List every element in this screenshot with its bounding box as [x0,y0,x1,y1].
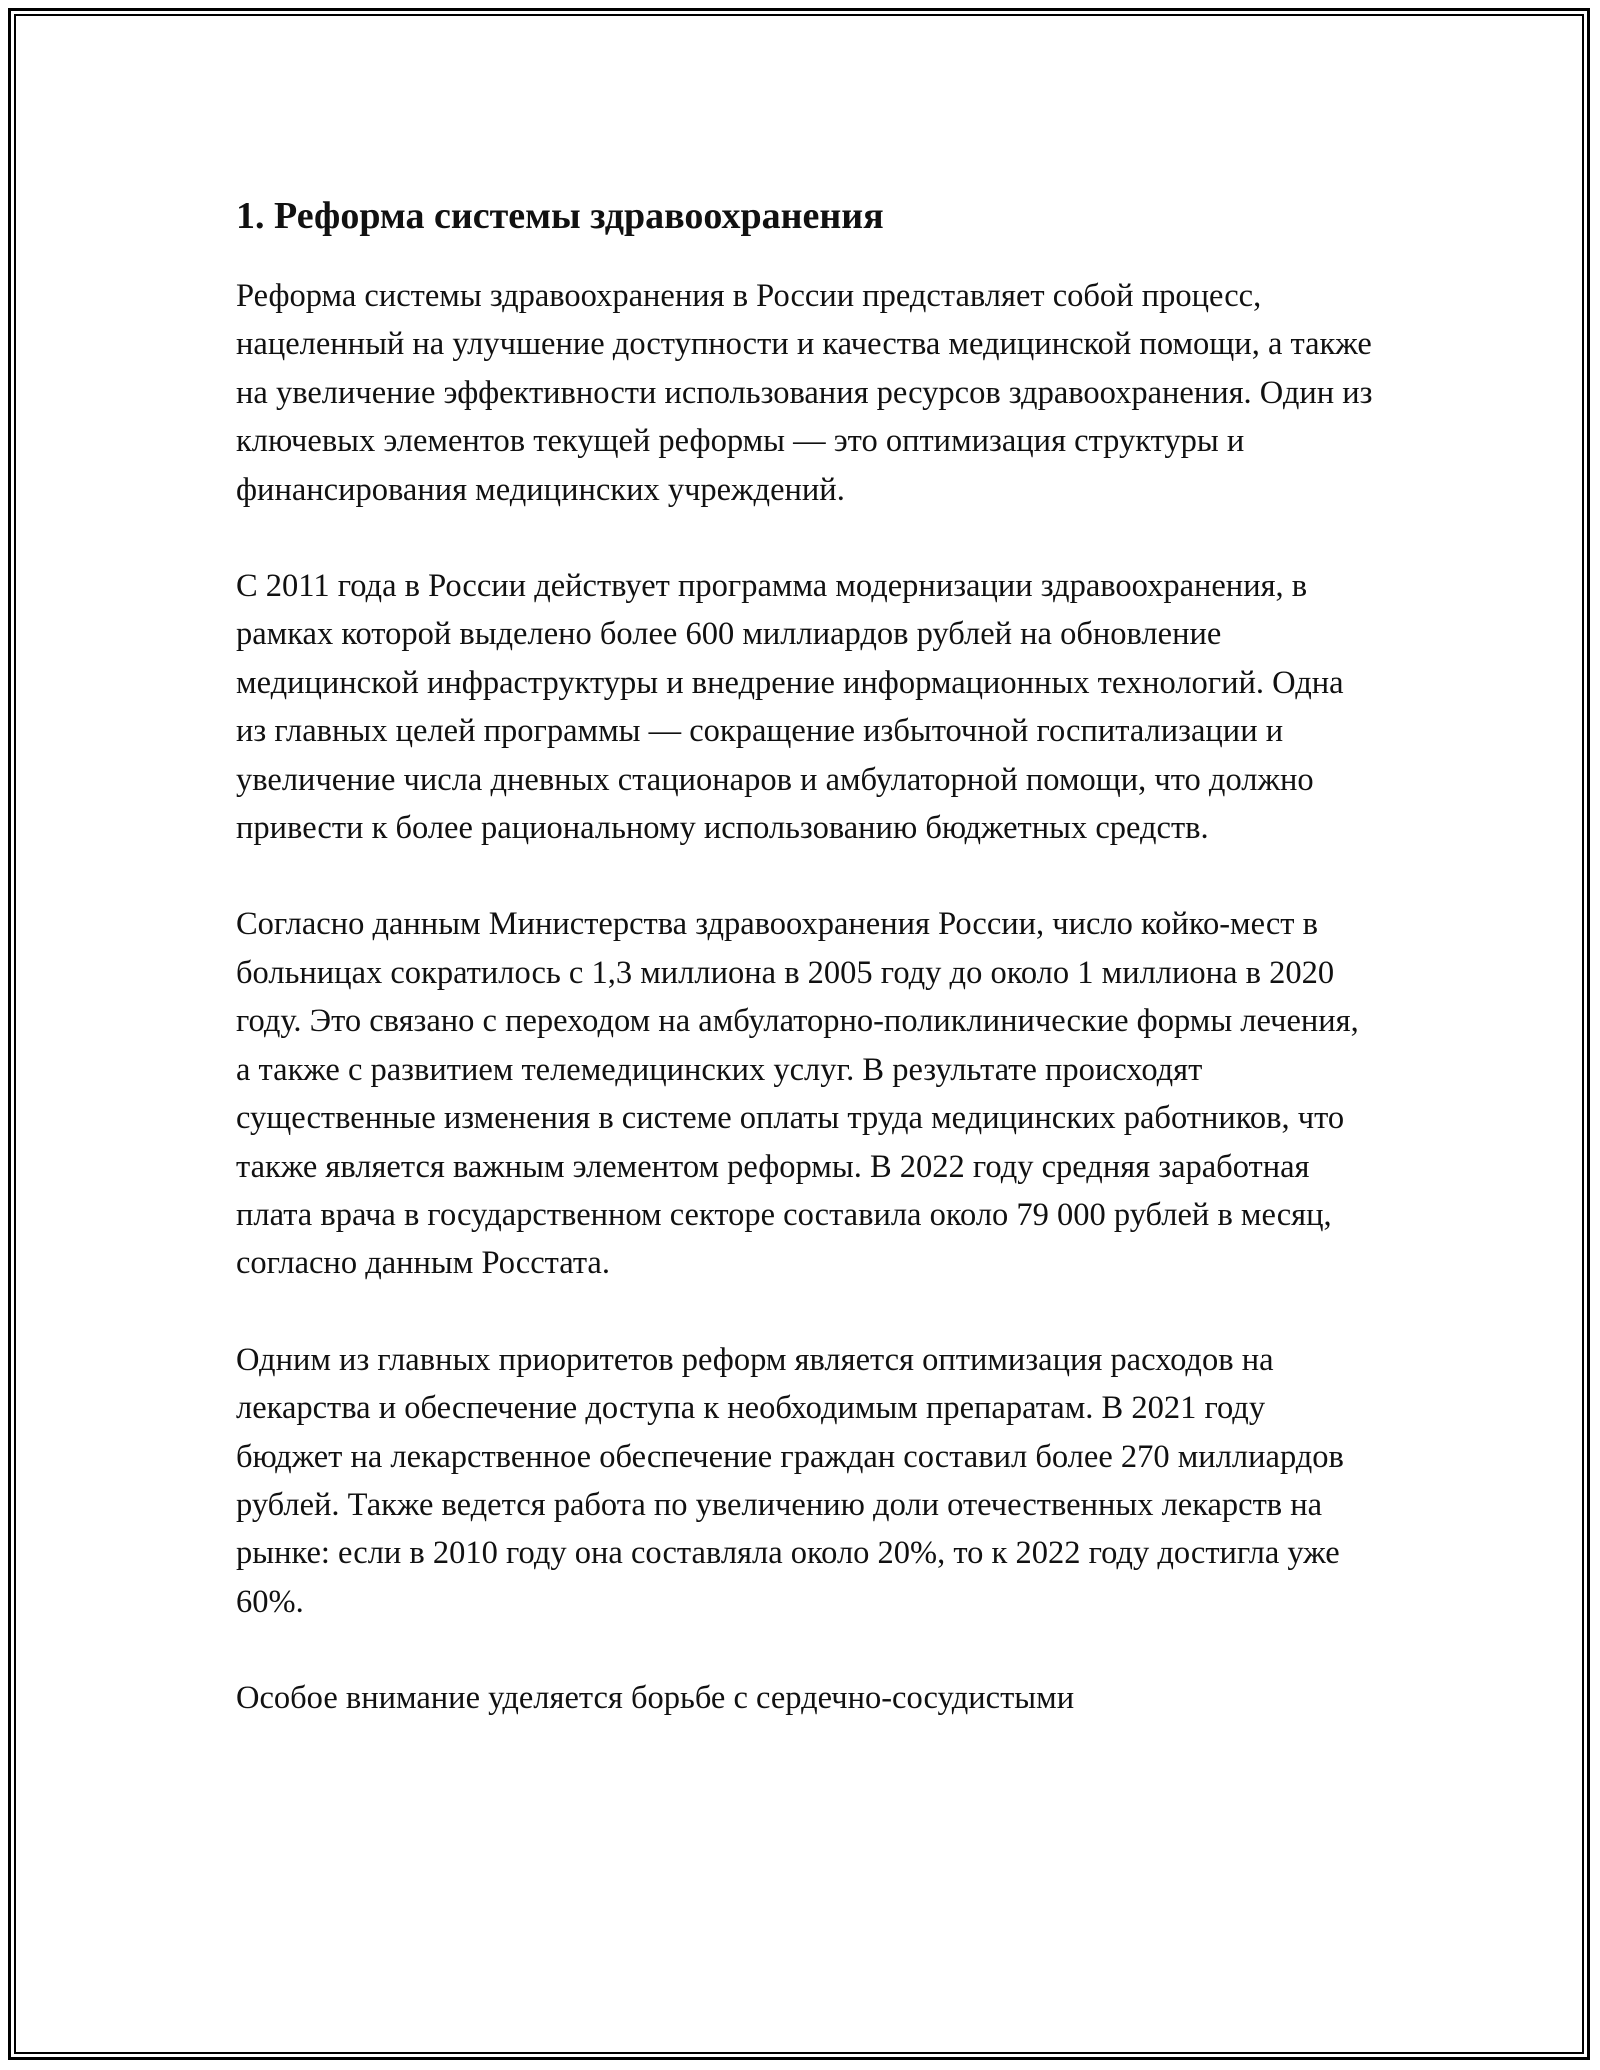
paragraph-modernization-program: С 2011 года в России действует программа модернизации здравоохранения, в рамках которой выделено более 600 миллиардов рублей на обновление медицинской инфраструктуры и внедрение информационных технологий. Одна из главных целей программы — сокращение избыточной госпитализации и увеличение числа дневных стационаров и амбулаторной помощи, что должно привести к более рациональному использованию бюджетных средств. [236,568,1344,847]
paragraph-medicines: Одним из главных приоритетов реформ является оптимизация расходов на лекарства и обеспечение доступа к необходимым препаратам. В 2021 году бюджет на лекарственное обеспечение граждан составил более 270 миллиардов рублей. Также ведется работа по увеличению доли отечественных лекарств на рынке: если в 2010 году она составляла около 20%, то к 2022 году достигла уже 60%. [236,1341,1344,1620]
document-body [236,190,1376,1771]
paragraph-cardiovascular: Особое внимание уделяется борьбе с сердечно-сосудистыми [236,1680,1075,1717]
section-title: 1. Реформа системы здравоохранения [236,195,884,237]
paragraph-reform-overview: Реформа системы здравоохранения в России представляет собой процесс, нацеленный на улучшение доступности и качества медицинской помощи, а также на увеличение эффективности использования ресурсов здравоохранения. Один из ключевых элементов текущей реформы — это оптимизация структуры и финансирования медицинских учреждений. [236,278,1373,508]
paragraph-hospital-beds: Согласно данным Министерства здравоохранения России, число койко-мест в больницах сократилось с 1,3 миллиона в 2005 году до около 1 миллиона в 2020 году. Это связано с переходом на амбулаторно-поликлинические формы лечения, а также с развитием телемедицинских услуг. В результате происходят существенные изменения в системе оплаты труда медицинских работников, что также является важным элементом реформы. В 2022 году средняя заработная плата врача в государственном секторе составила около 79 000 рублей в месяц, согласно данным Росстата. [236,906,1359,1282]
